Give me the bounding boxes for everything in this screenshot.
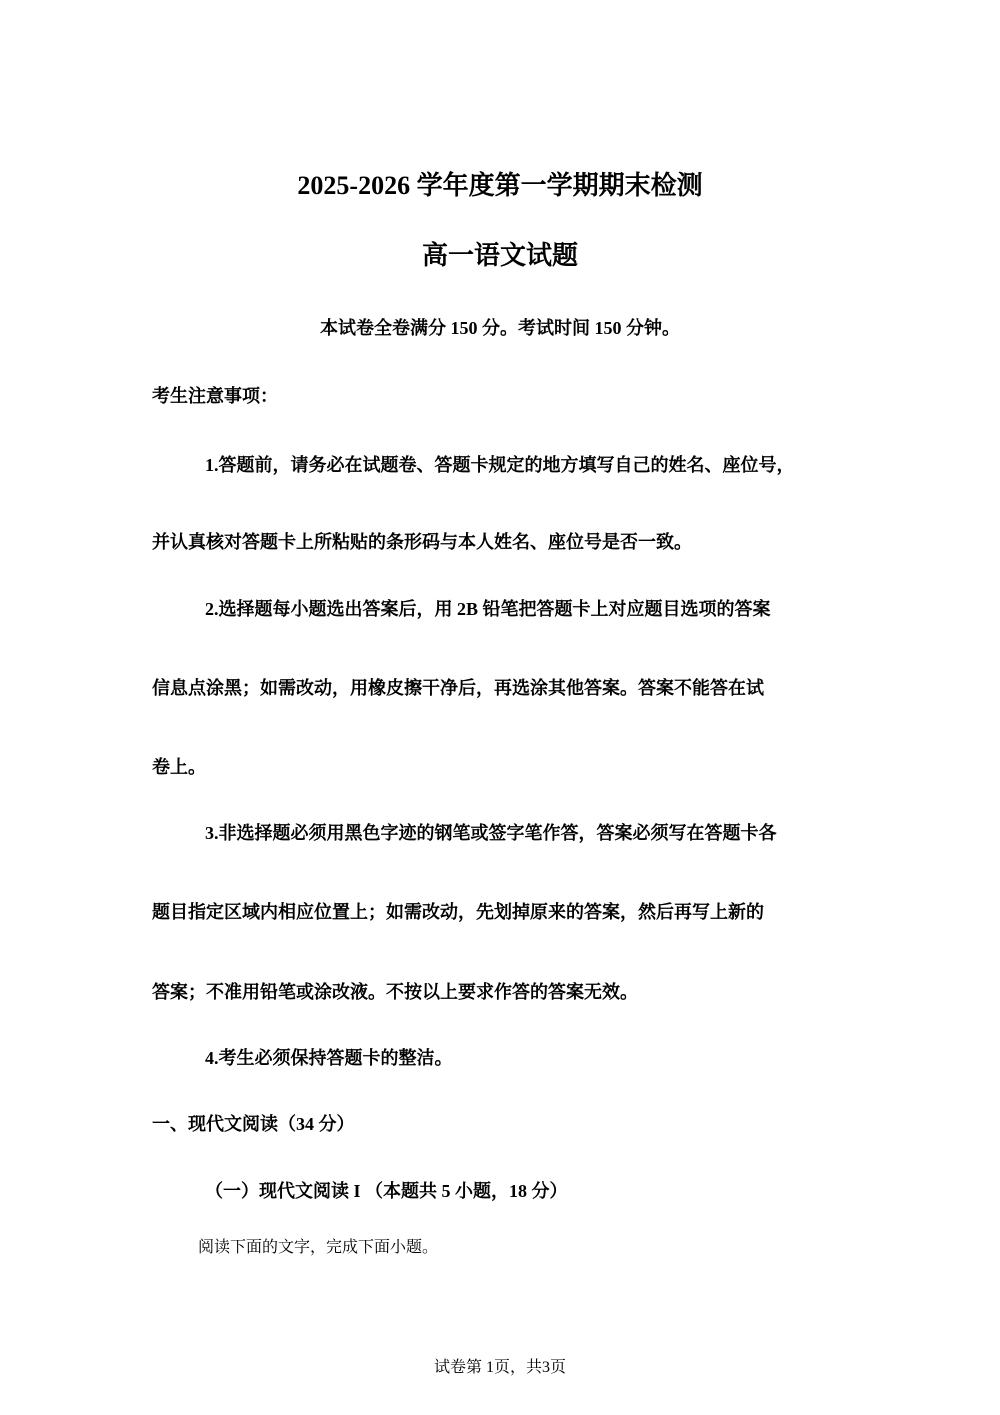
notice-heading: 考生注意事项： xyxy=(152,386,278,406)
notice-line: 信息点涂黑；如需改动，用橡皮擦干净后，再选涂其他答案。答案不能答在试 xyxy=(152,678,764,698)
notice-line: 4.考生必须保持答题卡的整洁。 xyxy=(205,1048,453,1068)
subsection-heading: （一）现代文阅读 I （本题共 5 小题，18 分） xyxy=(205,1181,568,1201)
notice-line: 并认真核对答题卡上所粘贴的条形码与本人姓名、座位号是否一致。 xyxy=(152,532,692,552)
exam-title: 2025-2026 学年度第一学期期末检测 xyxy=(297,171,703,200)
exam-info: 本试卷全卷满分 150 分。考试时间 150 分钟。 xyxy=(320,318,680,338)
notice-line: 卷上。 xyxy=(152,757,206,777)
notice-line: 题目指定区域内相应位置上；如需改动，先划掉原来的答案，然后再写上新的 xyxy=(152,902,764,922)
notice-line: 答案；不准用铅笔或涂改液。不按以上要求作答的答案无效。 xyxy=(152,982,638,1002)
notice-line: 3.非选择题必须用黑色字迹的钢笔或签字笔作答，答案必须写在答题卡各 xyxy=(205,823,777,843)
notice-line: 1.答题前，请务必在试题卷、答题卡规定的地方填写自己的姓名、座位号， xyxy=(205,455,795,475)
page-footer: 试卷第 1页，共3页 xyxy=(433,1359,566,1376)
reading-instruction: 阅读下面的文字，完成下面小题。 xyxy=(198,1237,439,1256)
section-heading: 一、现代文阅读（34 分） xyxy=(152,1114,355,1134)
exam-subtitle: 高一语文试题 xyxy=(421,241,578,270)
notice-line: 2.选择题每小题选出答案后，用 2B 铅笔把答题卡上对应题目选项的答案 xyxy=(205,599,771,619)
